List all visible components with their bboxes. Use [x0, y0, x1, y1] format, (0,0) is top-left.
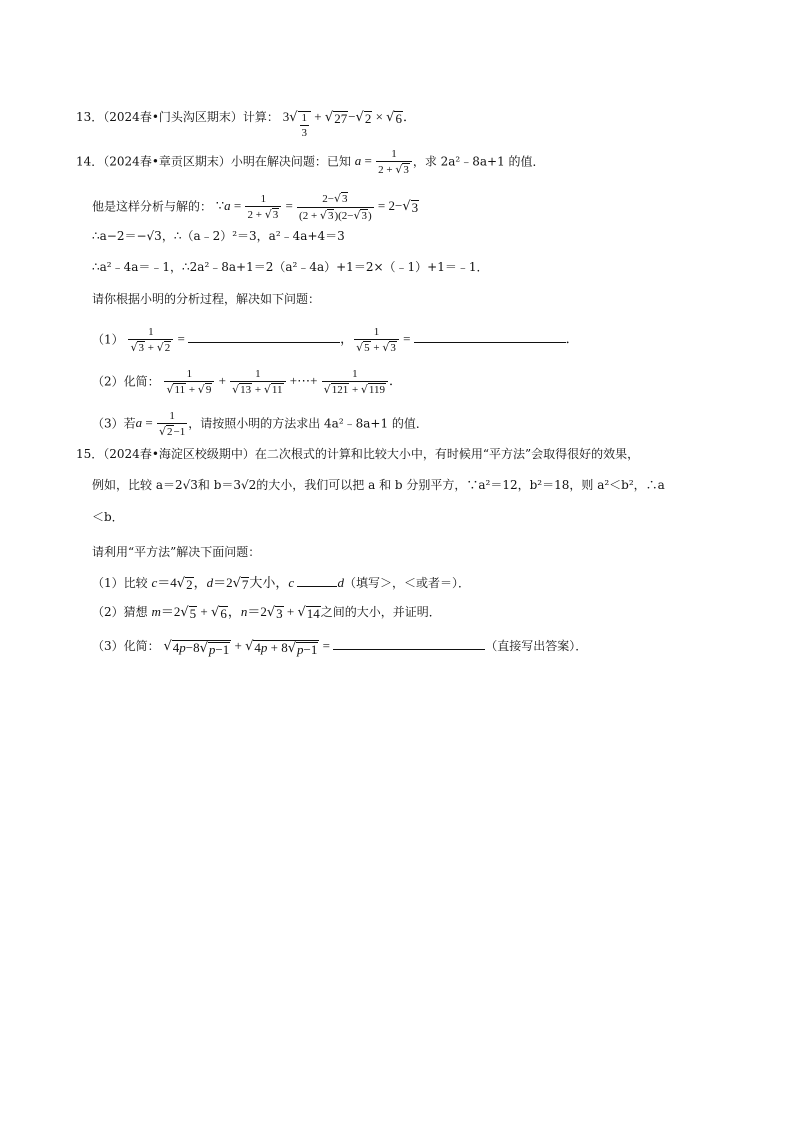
question-13 — [76, 110, 416, 140]
q14-step-3: ∴a²﹣4a＝﹣1，∴2a²﹣8a+1＝2（a²﹣4a）+1＝2×（﹣1）+1＝﹣1． — [92, 260, 489, 274]
q14-part1-label: （1） — [92, 332, 124, 347]
q14-part3-label: （3）若 — [92, 416, 136, 431]
q15-part-1 — [92, 574, 470, 591]
q14-part2-label: （2）化简： — [92, 374, 160, 389]
q15-part2-expression: m＝2 √ 5 + √ 6 ，n＝2 √ 3 + √ 14 — [151, 604, 320, 621]
q15-example-line-2: ＜b． — [92, 510, 124, 524]
answer-blank[interactable] — [297, 574, 337, 587]
question-14 — [76, 148, 545, 177]
q13-source: （2024春•门头沟区期末） — [103, 110, 243, 124]
q14-source: （2024春•章贡区期末） — [103, 154, 231, 169]
q15-number: 15． — [76, 447, 104, 461]
q15-part1-label: （1）比较 — [92, 576, 148, 590]
q14-part-2 — [92, 368, 402, 397]
q15-part1-expression: c＝4 √ 2 ，d＝2 √ 7 大小，c d — [151, 575, 344, 592]
q15-example-line-1: 例如，比较 a＝2√3和 b＝3√2的大小，我们可以把 a 和 b 分别平方，∵a²＝12，b²＝18，则 a²＜b²，∴a — [92, 478, 665, 492]
q14-task-intro: 请你根据小明的分析过程，解决如下问题： — [92, 292, 321, 306]
q14-step-2: ∴a−2＝−√3，∴（a﹣2）²＝3，a²﹣4a+4＝3 — [92, 229, 345, 243]
q15-part1-tail: （填写＞，＜或者＝）． — [343, 576, 470, 590]
q14-part-3 — [92, 410, 428, 439]
q14-ask: ，求 2a²﹣8a+1 的值． — [412, 154, 545, 169]
answer-blank[interactable] — [188, 330, 340, 343]
q14-prompt: 小明在解决问题：已知 — [230, 154, 351, 169]
q13-number: 13． — [76, 110, 104, 124]
q14-analysis-intro: 他是这样分析与解的： — [92, 199, 213, 214]
q14-part3-given: a = 1 √ 2 −1 — [135, 410, 186, 438]
q15-task-intro: 请利用“平方法”解决下面问题： — [92, 545, 261, 559]
q15-part3-label: （3）化简： — [92, 639, 160, 653]
q14-part3-text: ，请按照小明的方法求出 4a²﹣8a+1 的值． — [188, 416, 428, 431]
q15-part-2 — [92, 605, 441, 620]
q15-part3-expression: √ 4p−8 √ p−1 + √ 4p + 8 √ p−1 = — [163, 638, 485, 653]
q14-analysis-expression: ∵a = 1 2 + √ 3 = 2− √ 3 (2 + √ 3 )(2− √ 3 ) = 2− √ 3 — [215, 192, 419, 222]
question-15 — [76, 447, 639, 461]
q13-prompt: 计算： — [242, 110, 279, 124]
q14-given-a: a = 1 2 + √ 3 — [355, 153, 413, 168]
answer-blank[interactable] — [414, 330, 566, 343]
q14-part1-expression: 1 √ 3 + √ 2 = ， 1 √ 5 + √ 3 = ． — [130, 326, 579, 354]
q15-part2-label: （2）猜想 — [92, 605, 148, 619]
q15-part3-tail: （直接写出答案）． — [485, 639, 588, 653]
q14-part2-expression: 1 √ 11 + √ 9 + 1 √ 13 + √ 11 +⋯+ 1 √ 121 + √ 119 ． — [166, 368, 403, 396]
q13-expression: 3 √ $\frac{1}{3}$ + √ 27 − √ 2 × √ 6 ． — [282, 109, 416, 139]
q15-part-3 — [92, 637, 587, 656]
q15-part2-tail: 之间的大小，并证明． — [320, 605, 441, 619]
answer-blank[interactable] — [333, 637, 485, 650]
q14-analysis-line — [92, 192, 419, 223]
q14-part-1 — [92, 326, 579, 355]
q14-number: 14． — [76, 154, 104, 169]
q15-intro: 在二次根式的计算和比较大小中，有时候用“平方法”会取得很好的效果， — [254, 447, 640, 461]
q15-source: （2024春•海淀区校级期中） — [103, 447, 255, 461]
